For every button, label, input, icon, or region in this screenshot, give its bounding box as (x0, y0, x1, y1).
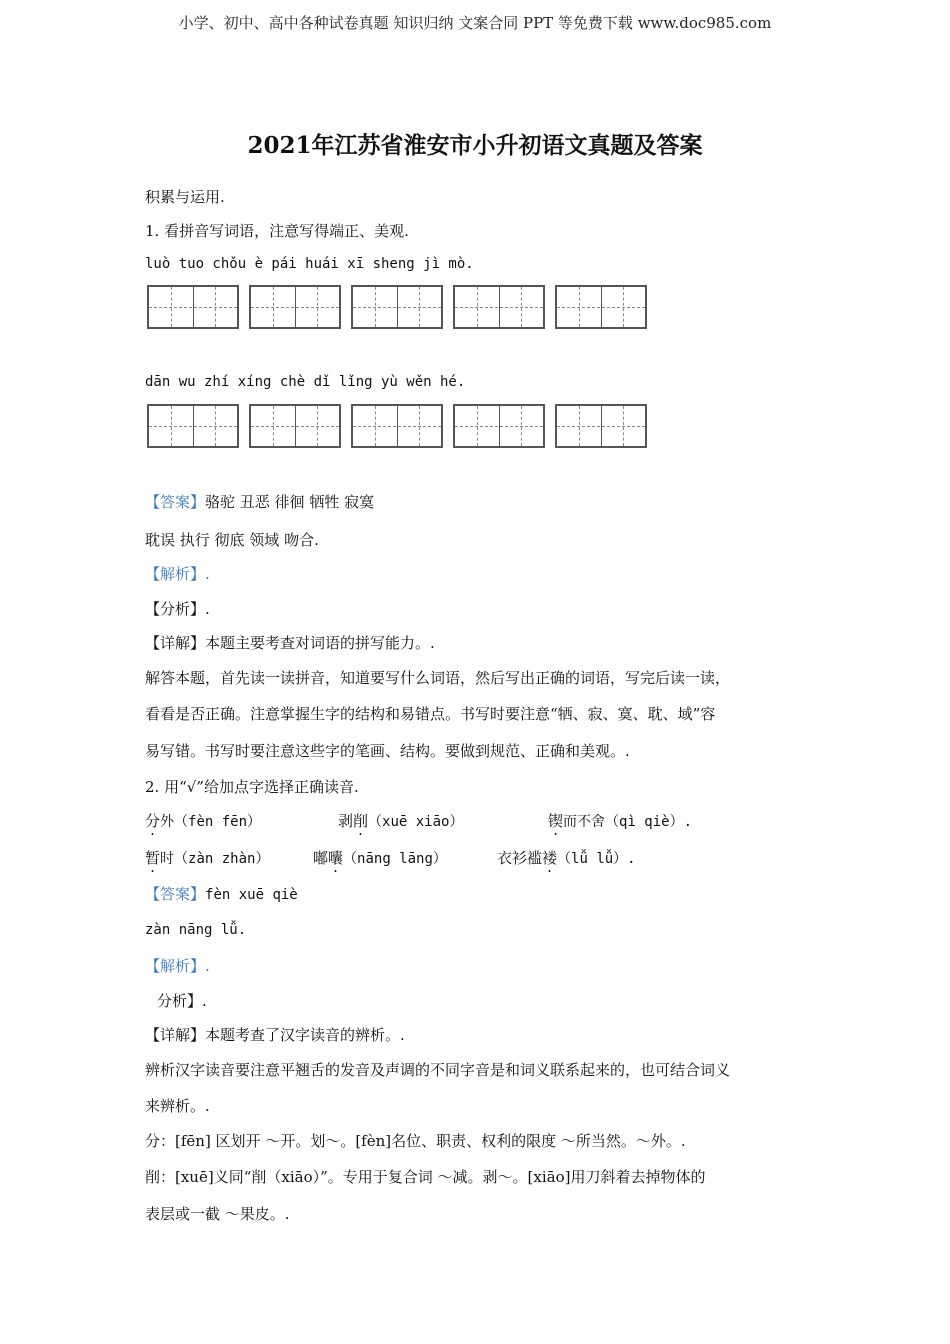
dotted-char: 囔 (328, 849, 344, 867)
q2-item3-options: 而不舍（qì qiè）. (563, 814, 693, 830)
q2-explanation-line2: 来辨析。. (145, 1097, 210, 1115)
grid-guide (317, 287, 318, 327)
q2-xue-definition-line2: 表层或一截 ～果皮。. (145, 1205, 290, 1223)
q2-answer (145, 883, 298, 904)
q2-item5 (313, 847, 447, 868)
writing-box (249, 404, 341, 448)
grid-guide (375, 287, 376, 327)
q2-item1 (145, 810, 261, 831)
q2-item4 (145, 847, 269, 868)
q2-item5-prefix: 嘟 (313, 849, 329, 867)
q2-xue-definition-line1: 削：[xuē]义同“削（xiāo）”。专用于复合词 ～减。剥～。[xiāo]用刀斜着去掉物体的 (145, 1168, 706, 1186)
q2-item6 (497, 847, 636, 868)
grid-guide (317, 406, 318, 446)
grid-guide (171, 287, 172, 327)
q1-xiangjie: 【详解】本题主要考查对词语的拼写能力。. (145, 634, 435, 652)
q2-fen-definition: 分：[fēn] 区划开 ～开。划～。[fèn]名位、职责、权利的限度 ～所当然。～外。. (145, 1132, 686, 1150)
writing-box (453, 285, 545, 329)
grid-guide (521, 287, 522, 327)
q2-explanation-line1: 辨析汉字读音要注意平翘舌的发音及声调的不同字音是和词义联系起来的，也可结合词义 (145, 1061, 731, 1079)
grid-guide (215, 406, 216, 446)
q1-explanation-line2: 看看是否正确。注意掌握生字的结构和易错点。书写时要注意“牺、寂、寞、耽、域”容 (145, 705, 716, 723)
q2-xiangjie: 【详解】本题考查了汉字读音的辨析。. (145, 1026, 405, 1044)
writing-box (351, 285, 443, 329)
grid-guide (419, 406, 420, 446)
q1-explanation-line3: 易写错。书写时要注意这些字的笔画、结构。要做到规范、正确和美观。. (145, 742, 630, 760)
q2-item2-prefix: 剥 (338, 812, 354, 830)
q1-answer-line2: 耽误 执行 彻底 领域 吻合. (145, 531, 319, 549)
grid-guide (623, 287, 624, 327)
grid-guide (477, 406, 478, 446)
grid-guide (375, 406, 376, 446)
grid-guide (419, 287, 420, 327)
page-title: 2021年江苏省淮安市小升初语文真题及答案 (247, 132, 703, 159)
grid-guide (273, 287, 274, 327)
writing-box (555, 285, 647, 329)
writing-box (249, 285, 341, 329)
q2-prompt: 2. 用“√”给加点字选择正确读音. (145, 778, 359, 796)
dotted-char: 褛 (542, 849, 558, 867)
q1-writing-grid-row1 (147, 285, 657, 329)
q2-item2-options: （xuē xiāo） (368, 814, 464, 830)
grid-guide (215, 287, 216, 327)
grid-guide (171, 406, 172, 446)
q1-prompt: 1. 看拼音写词语，注意写得端正、美观. (145, 222, 409, 240)
writing-box (453, 404, 545, 448)
writing-box (147, 404, 239, 448)
q1-pinyin-row1: luò tuo chǒu è pái huái xī sheng jì mò. (145, 256, 474, 272)
q2-jiexi: 【解析】. (145, 957, 210, 975)
dotted-char: 锲 (548, 812, 564, 830)
grid-guide (579, 287, 580, 327)
dotted-char: 削 (353, 812, 369, 830)
q2-item3 (548, 810, 692, 831)
q2-answer-line2: zàn nāng lǚ. (145, 922, 247, 938)
q2-item6-prefix: 衣衫褴 (497, 849, 543, 867)
grid-guide (579, 406, 580, 446)
writing-box (147, 285, 239, 329)
writing-box (351, 404, 443, 448)
q2-item6-options: （lǚ lǚ）. (557, 851, 636, 867)
q1-writing-grid-row2 (147, 404, 657, 448)
q1-answer (145, 491, 374, 512)
grid-guide (477, 287, 478, 327)
q2-item1-options: 外（fèn fēn） (160, 814, 262, 830)
q1-fenxi: 【分析】. (145, 600, 210, 618)
q1-pinyin-row2: dān wu zhí xíng chè dǐ lǐng yù wěn hé. (145, 374, 466, 390)
q2-item4-options: 时（zàn zhàn） (160, 851, 270, 867)
q1-jiexi: 【解析】. (145, 565, 210, 583)
q2-fenxi: 分析】. (157, 992, 207, 1010)
grid-guide (273, 406, 274, 446)
q2-item5-options: （nāng lāng） (343, 851, 447, 867)
answer-text: 骆驼 丑恶 徘徊 牺牲 寂寞 (205, 493, 375, 511)
answer-text: fèn xuē qiè (205, 887, 298, 903)
answer-label: 【答案】 (145, 885, 206, 903)
dotted-char: 分 (145, 812, 161, 830)
answer-label: 【答案】 (145, 493, 206, 511)
dotted-char: 暂 (145, 849, 161, 867)
top-banner: 小学、初中、高中各种试卷真题 知识归纳 文案合同 PPT 等免费下载 www.doc985.com (178, 14, 772, 32)
grid-guide (521, 406, 522, 446)
writing-box (555, 404, 647, 448)
grid-guide (623, 406, 624, 446)
q1-explanation-line1: 解答本题，首先读一读拼音，知道要写什么词语，然后写出正确的词语，写完后读一读， (145, 669, 731, 687)
q2-item2 (338, 810, 463, 831)
section-heading: 积累与运用. (145, 188, 225, 206)
